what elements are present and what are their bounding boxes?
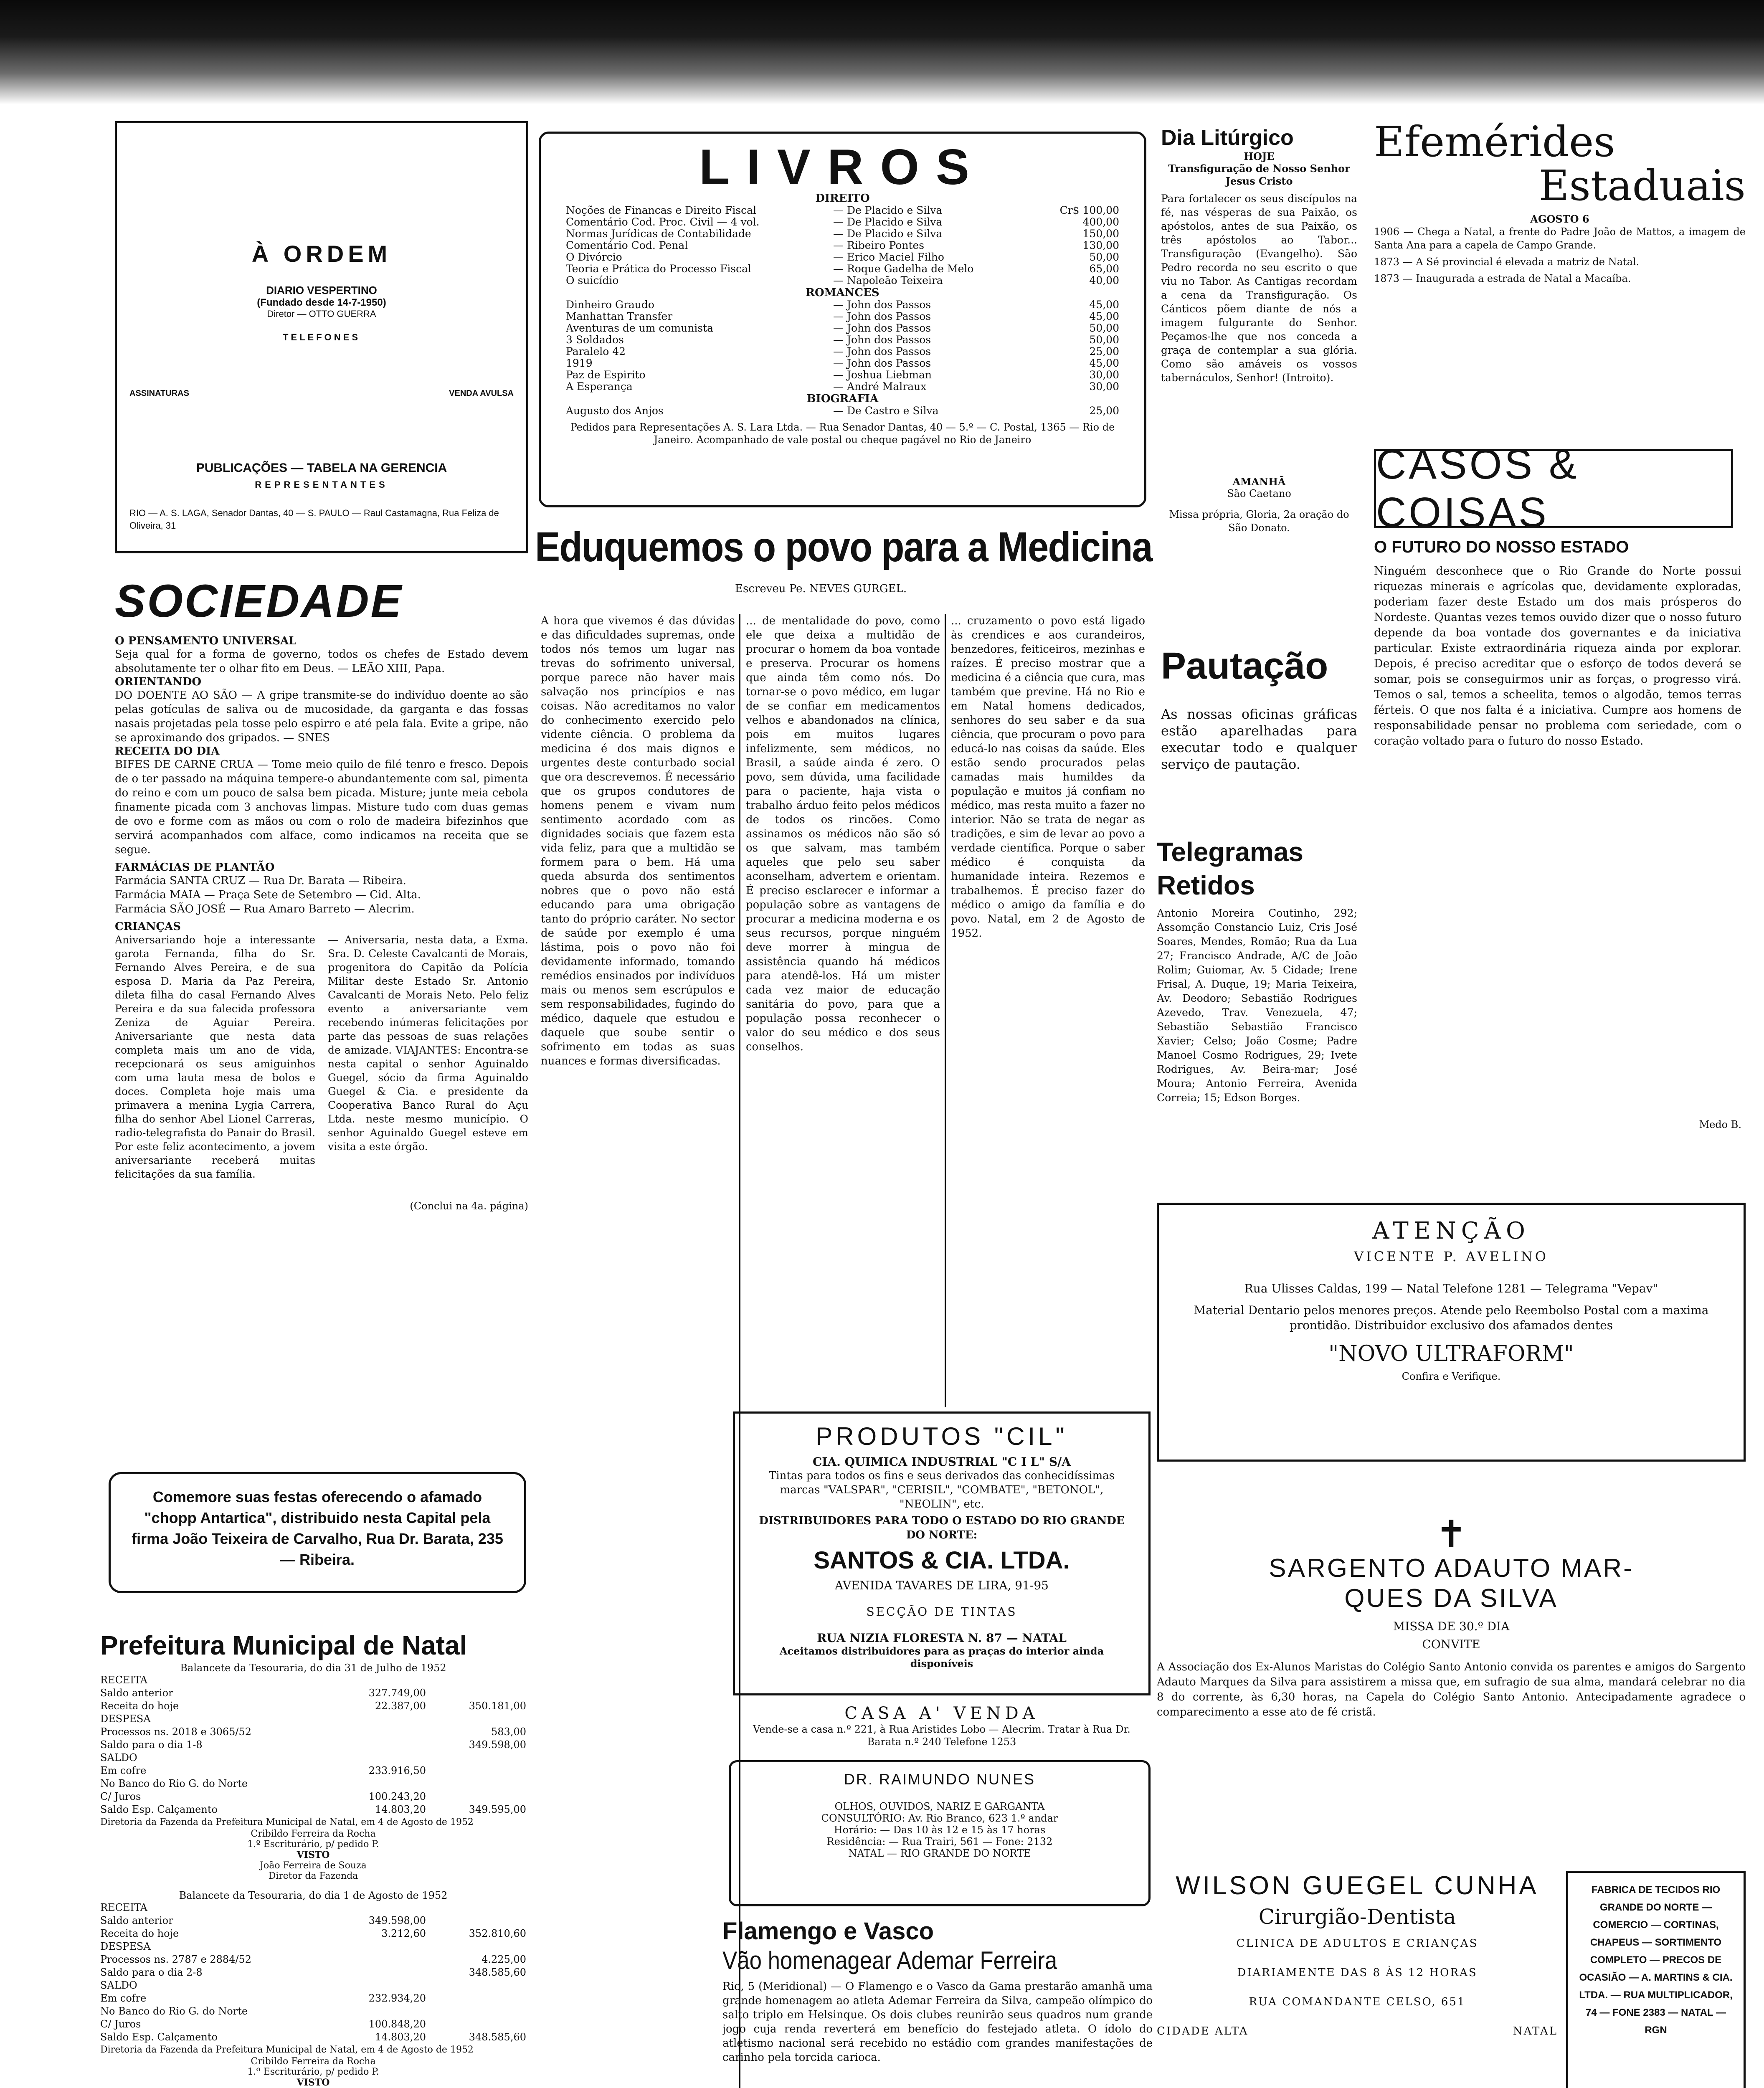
liturgico-amanha: São Caetano xyxy=(1227,488,1291,499)
balancete-value: 14.803,20 xyxy=(375,2031,426,2043)
masthead-venda: VENDA AVULSA xyxy=(449,389,514,398)
livro-price: 25,00 xyxy=(1089,345,1119,357)
cil-firm: SANTOS & CIA. LTDA. xyxy=(814,1547,1070,1574)
masthead-subtitle: DIARIO VESPERTINO xyxy=(266,284,377,296)
cil-rua: RUA NIZIA FLORESTA N. 87 — NATAL xyxy=(817,1631,1067,1645)
efemeride-item: 1873 — Inaugurada a estrada de Natal a Macaíba. xyxy=(1374,273,1631,284)
masthead-box xyxy=(115,121,528,553)
atencao-body: Material Dentario pelos menores preços. Atende pelo Reembolso Postal com a maxima prontidão. Distribuidor exclusivo dos afamados dentes xyxy=(1194,1303,1709,1332)
sociedade-title: SOCIEDADE xyxy=(115,575,403,627)
balancete-value: 100.243,20 xyxy=(368,1791,426,1802)
livro-title: Dinheiro Graudo xyxy=(566,299,654,311)
masthead-representantes: REPRESENTANTES xyxy=(255,479,388,490)
livro-row xyxy=(566,299,1119,311)
livro-author: — John dos Passos xyxy=(833,334,931,346)
sargento-body: A Associação dos Ex-Alunos Maristas do Colégio Santo Antonio convida os parentes e amigos do Sargento Adauto Marques da Silva para assistirem a missa que, em sufragio de sua alma, mandará celebrar no dia 8 do corrente, às 6,30 horas, na Capela do Colégio Santo Antonio. Antecipadamente agradece o comparecimento a esse ato de fé cristã. xyxy=(1157,1661,1746,1718)
livro-title: O suicídio xyxy=(566,275,619,286)
livro-row xyxy=(566,381,1119,393)
cil-secao: SECÇÃO DE TINTAS xyxy=(866,1605,1017,1619)
livro-author: — John dos Passos xyxy=(833,357,931,369)
telegramas-body: Antonio Moreira Coutinho, 292; Assomção Constancio Luiz, Cris José Soares, Mendes, Romão; Rua da Lua 27; Francisco Andrade, A/C de João Rolim; Guiomar, Av. 5 Cidade; Irene Frisal, A. Duque, 19; Maria Teixeira, Av. Deodoro; Sebastião Rodrigues Azevedo, Trav. Venezuela, 47; Sebastião Sebastião Francisco Xavier; Celso; João Cosme; Padre Manoel Cosmo Rodrigues, 29; Ivete Rodrigues, Av. Beira-mar; José Moura; Antonio Ferreira, Avenida Correia; 15; Edson Borges. xyxy=(1157,907,1357,1104)
balancete-row xyxy=(100,1674,526,1687)
criancas-label: CRIANÇAS xyxy=(115,920,181,933)
editorial-byline: Escreveu Pe. NEVES GURGEL. xyxy=(735,583,907,595)
column-divider-2 xyxy=(945,614,946,1407)
livro-price: 30,00 xyxy=(1089,380,1119,393)
cil-title: PRODUTOS "CIL" xyxy=(816,1422,1068,1450)
editorial-byline-wrap xyxy=(735,583,1111,595)
livro-row xyxy=(566,228,1119,240)
balancete-row xyxy=(100,1764,526,1777)
balancete-label: Saldo Esp. Calçamento xyxy=(100,1804,218,1815)
prefeitura-section xyxy=(100,1629,526,2088)
editorial-col-1: A hora que vivemos é das dúvidas e das dificuldades supremas, onde todos nós temos um lugar nas trevas do sofrimento universal, porque parece não haver mais salvação nos princípios e nas coisas. Não acreditamos no valor do conhecimento exercido pelo vidente ciência. O problema da medicina é dos mais dignos e urgentes deste conturbado social que ora descrevemos. É necessário que os grupos condutores de homens penem e vivam num sentimento acordado com as dignidades sociais que fazem esta vida feliz, para que a multidão se formem para o bem. Há uma queda absurda dos sentimentos nobres que o povo não está educando para uma obrigação tanto do próprio caráter. No sector de saúde por exemplo é uma lástima, pois o povo não foi devidamente informado, tomando remédios ensinados por indivíduos mais ou menos sem escrúpulos e sem responsabilidades, fugindo do médico, daquele que estudou e daquele que soube sentir o sofrimento em todas as suas nuances e formas diversificadas. xyxy=(541,615,735,1067)
masthead-founded: (Fundado desde 14-7-1950) xyxy=(257,297,386,308)
balancete-value xyxy=(334,2005,426,2018)
masthead-title: À ORDEM xyxy=(251,241,392,267)
atencao-box xyxy=(1157,1203,1746,1462)
livro-row xyxy=(566,346,1119,357)
liturgico-festa: Transfiguração de Nosso Senhor Jesus Cristo xyxy=(1168,162,1350,187)
farmacia-item: Farmácia SANTA CRUZ — Rua Dr. Barata — Ribeira. xyxy=(115,874,406,887)
balancete-row xyxy=(100,1914,526,1927)
efemerides-list xyxy=(1374,225,1746,285)
balancete-row xyxy=(100,1901,526,1914)
balancete-total: 348.585,60 xyxy=(469,2031,526,2043)
balancete-total xyxy=(426,1992,526,2005)
livro-row xyxy=(566,240,1119,251)
balancete-row xyxy=(100,1700,526,1713)
livro-price: 45,00 xyxy=(1089,310,1119,322)
livro-author: — Erico Maciel Filho xyxy=(833,251,944,263)
receita-text: BIFES DE CARNE CRUA — Tome meio quilo de filé tenro e fresco. Depois de o ter passado na máquina tempere-o abundantemente com sal, pimenta do reino e com um pouco de salsa bem picada. Misture; junte meia cebola finamente picada com 3 anchovas limpas. Misture tudo com duas gemas de ovo e forme com as mãos ou com o rolo de madeira bifezinhos que servirá acompanhados com alface, como indicamos na receita que se segue. xyxy=(115,758,528,856)
livro-row xyxy=(566,369,1119,381)
livro-author: — Napoleão Teixeira xyxy=(833,275,943,286)
casa-title: CASA A' VENDA xyxy=(844,1704,1039,1723)
balancete-label: No Banco do Rio G. do Norte xyxy=(100,2005,248,2017)
casos-coisas-box xyxy=(1374,441,1733,536)
livro-price: 65,00 xyxy=(1089,263,1119,275)
livro-author: — Roque Gadelha de Melo xyxy=(833,263,974,275)
balancete-total xyxy=(426,2018,526,2031)
wilson-name: WILSON GUEGEL CUNHA xyxy=(1176,1871,1539,1900)
balancete-label: SALDO xyxy=(100,1752,137,1764)
balancete-label: Em cofre xyxy=(100,1992,147,2004)
balancete-value: 14.803,20 xyxy=(375,1804,426,1815)
masthead-representantes-text: RIO — A. S. LAGA, Senador Dantas, 40 — S. PAULO — Raul Castamagna, Rua Feliza de Oliveira, 31 xyxy=(129,508,499,531)
balancete-label: SALDO xyxy=(100,1979,137,1991)
casos-body: Ninguém desconhece que o Rio Grande do Norte possui riquezas minerais e agrícolas que, devidamente exploradas, poderiam fazer deste Estado um dos mais prósperos do Nordeste. Quantas vezes temos ouvido dizer que o nosso futuro depende da boa vontade dos governantes e da iniciativa particular. Existe extraordinária riqueza ainda por explorar. Depois, é preciso acreditar que o esforço de todos deverá se somar, pois se conseguirmos unir as forças, o progresso virá. Temos o sal, temos a scheelita, temos o algodão, temos terras férteis. O que nos falta é a iniciativa. Cumpre aos homens de responsabilidade pensar no problema com seriedade, com o coração voltado para o futuro do nosso Estado. xyxy=(1374,565,1741,748)
flamengo-body: Rio, 5 (Meridional) — O Flamengo e o Vasco da Gama prestarão amanhã uma grande homenagem ao atleta Ademar Ferreira da Silva, campeão olímpico do salto triplo em Helsinque. Os dois clubes reunirão seus quadros num grande jogo cuja renda reverterá em benefício do festejado atleta. O ídolo do atletismo nacional será recebido no estádio com grandes manifestações de carinho pela torcida carioca. xyxy=(722,1980,1153,2064)
raimundo-city: NATAL — RIO GRANDE DO NORTE xyxy=(848,1847,1031,1859)
livro-row xyxy=(566,216,1119,228)
livro-price: 45,00 xyxy=(1089,357,1119,369)
liturgico-amanha-label: AMANHÃ xyxy=(1232,476,1286,488)
livro-price: 25,00 xyxy=(1089,405,1119,417)
balancete-total: 348.585,60 xyxy=(469,1966,526,1978)
wilson-city-left: CIDADE ALTA xyxy=(1157,2025,1249,2037)
cil-footer: Aceitamos distribuidores para as praças do interior ainda disponíveis xyxy=(779,1645,1104,1670)
balancete-label: Receita do hoje xyxy=(100,1928,179,1939)
raimundo-consultorio: CONSULTÓRIO: Av. Rio Branco, 623 1.º andar xyxy=(821,1812,1058,1824)
pensamento-label: O PENSAMENTO UNIVERSAL xyxy=(115,635,297,647)
livro-title: Paralelo 42 xyxy=(566,346,626,357)
balancete-value xyxy=(334,1966,426,1979)
balancete-label: Saldo anterior xyxy=(100,1687,173,1699)
balancete-row xyxy=(100,2018,526,2031)
balancete-total xyxy=(426,1790,526,1803)
balancete-total: 349.598,00 xyxy=(469,1739,526,1751)
balancete-label: Saldo para o dia 1-8 xyxy=(100,1739,203,1751)
balancete-label: C/ Juros xyxy=(100,2018,141,2030)
pautacao-body: As nossas oficinas gráficas estão aparelhadas para executar todo e qualquer serviço de pautação. xyxy=(1161,706,1357,772)
prefeitura-sig1-role: 1.º Escriturário, p/ pedido P. xyxy=(247,1839,379,1850)
balancete-row xyxy=(100,1953,526,1966)
sociedade-conclui: (Conclui na 4a. página) xyxy=(410,1200,528,1212)
balancete-total xyxy=(426,1713,526,1726)
atencao-name: VICENTE P. AVELINO xyxy=(1354,1249,1549,1264)
livros-section-heading: DIREITO xyxy=(815,192,870,205)
balancete-total xyxy=(426,1687,526,1700)
livro-row xyxy=(566,357,1119,369)
livro-title: Normas Jurídicas de Contabilidade xyxy=(566,228,751,240)
livro-row xyxy=(566,275,1119,286)
editorial-col-3: ... cruzamento o povo está ligado às crendices e aos curandeiros, benzedores, feiticeiros, mezinhas e raízes. É preciso mostrar que a medicina é a ciência que cura, mas também que previne. Há no Rio e em Natal homens dedicados, senhores do seu saber e da sua ciência, que procuram o povo para educá-lo nas coisas da saúde. Eles estão sendo procurados pelas camadas mais humildes da população e muitos já confiam no médico, mas resta muito a fazer no interior. Não se trata de negar as tradições, e sim de levar ao povo a verdade científica. Porque o saber médico é conquista da humanidade inteira. Rezemos e trabalhemos. É preciso fazer do médico o amigo da família e do povo. Natal, em 2 de Agosto de 1952. xyxy=(951,615,1145,940)
chopp-text: Comemore suas festas oferecendo o afamado "chopp Antartica", distribuido nesta Capital pela firma João Teixeira de Carvalho, Rua Dr. Barata, 235 — Ribeira. xyxy=(132,1488,503,1568)
casa-body: Vende-se a casa n.º 221, à Rua Aristides Lobo — Alecrim. Tratar à Rua Dr. Barata n.º 240 Telefone 1253 xyxy=(753,1723,1130,1748)
livro-row xyxy=(566,251,1119,263)
wilson-title: Cirurgião-Dentista xyxy=(1258,1905,1456,1929)
casa-venda xyxy=(735,1704,1148,1750)
livro-title: Comentário Cod. Penal xyxy=(566,240,688,251)
sargento-missa: MISSA DE 30.º DIA xyxy=(1393,1619,1510,1633)
cil-body: Tintas para todos os fins e seus derivados das conhecidíssimas marcas "VALSPAR", "CERISIL", "COMBATE", "BETONOL", "NEOLIN", etc. xyxy=(768,1470,1115,1510)
livro-title: Aventuras de um comunista xyxy=(566,322,714,334)
cil-dist: DISTRIBUIDORES PARA TODO O ESTADO DO RIO GRANDE DO NORTE: xyxy=(759,1515,1125,1541)
balancete-total: 349.595,00 xyxy=(469,1804,526,1815)
wilson-line2: DIARIAMENTE DAS 8 ÀS 12 HORAS xyxy=(1237,1966,1478,1979)
livro-title: Comentário Cod. Proc. Civil — 4 vol. xyxy=(566,216,760,228)
livro-author: — John dos Passos xyxy=(833,299,931,311)
livro-row xyxy=(566,205,1119,216)
cross-icon: ✝ xyxy=(1435,1513,1467,1556)
prefeitura-diretoria2: Diretoria da Fazenda da Prefeitura Municipal de Natal, em 4 de Agosto de 1952 xyxy=(100,2045,474,2055)
balancete1: Balancete da Tesouraria, do dia 31 de Julho de 1952 xyxy=(180,1662,446,1674)
livro-author: — De Placido e Silva xyxy=(833,216,943,228)
cil-address: AVENIDA TAVARES DE LIRA, 91-95 xyxy=(835,1579,1049,1592)
pautacao xyxy=(1161,643,1357,869)
efemeride-item: 1873 — A Sé provincial é elevada a matriz de Natal. xyxy=(1374,256,1640,268)
side-ad xyxy=(1566,1871,1746,2088)
raimundo-horario: Horário: — Das 10 às 12 e 15 às 17 horas xyxy=(834,1824,1046,1836)
pautacao-title: Pautação xyxy=(1161,645,1328,687)
balancete-row xyxy=(100,1940,526,1953)
sargento-convite: CONVITE xyxy=(1422,1637,1480,1651)
farmacias-list xyxy=(115,874,528,916)
receita-label: RECEITA DO DIA xyxy=(115,745,220,758)
balancete-total xyxy=(426,1764,526,1777)
balancete-row xyxy=(100,1777,526,1790)
balancete-label: RECEITA xyxy=(100,1674,147,1686)
balancete-label: RECEITA xyxy=(100,1902,147,1913)
livros-heading: LIVROS xyxy=(699,139,986,195)
sociedade-col-right: — Aniversaria, nesta data, a Exma. Sra. D. Celeste Cavalcanti de Morais, progenitora do Capitão da Polícia Militar deste Estado Sr. Antonio Cavalcanti de Morais Neto. Pelo feliz evento a aniversariante vem recebendo inúmeras felicitações por parte das pessoas de suas relações de amizade. VIAJANTES: Encontra-se nesta capital o senhor Aguinaldo Guegel, sócio da firma Aguinaldo Guegel & Cia. e presidente da Cooperativa Banco Rural do Açu Ltda. neste mesmo município. O senhor Aguinaldo Guegel esteve em visita a este órgão. xyxy=(328,934,528,1153)
balancete-total xyxy=(426,2005,526,2018)
efemerides-mes: AGOSTO 6 xyxy=(1530,213,1589,225)
sargento-notice xyxy=(1157,1513,1746,1850)
balancete-label: DESPESA xyxy=(100,1713,151,1725)
balancete-row xyxy=(100,1979,526,1992)
balancete-total xyxy=(426,1914,526,1927)
livro-title: Noções de Financas e Direito Fiscal xyxy=(566,205,757,216)
livro-author: — Ribeiro Pontes xyxy=(833,240,925,251)
wilson-address: RUA COMANDANTE CELSO, 651 xyxy=(1249,1996,1466,2008)
masthead-telefones: TELEFONES xyxy=(282,332,360,342)
farmacia-item: Farmácia SÃO JOSÉ — Rua Amaro Barreto — Alecrim. xyxy=(115,903,415,915)
livro-author: — John dos Passos xyxy=(833,311,931,322)
balancete-row xyxy=(100,1726,526,1738)
masthead-assinaturas: ASSINATURAS xyxy=(129,389,189,398)
balancete-row xyxy=(100,2005,526,2018)
livro-title: Teoria e Prática do Processo Fiscal xyxy=(566,263,752,275)
livros-footer: Pedidos para Representações A. S. Lara Ltda. — Rua Senador Dantas, 40 — 5.º — C. Postal, 1365 — Rio de Janeiro. Acompanhado de vale postal ou cheque pagável no Rio de Janeiro xyxy=(570,421,1115,446)
balancete-value xyxy=(334,1738,426,1751)
balancete-total xyxy=(426,1901,526,1914)
balancete2: Balancete da Tesouraria, do dia 1 de Agosto de 1952 xyxy=(179,1890,448,1901)
balancete-label: Processos ns. 2018 e 3065/52 xyxy=(100,1726,252,1738)
balancete-label: C/ Juros xyxy=(100,1791,141,1802)
livros-section-heading: BIOGRAFIA xyxy=(806,393,879,405)
atencao-title: ATENÇÃO xyxy=(1372,1217,1530,1244)
balancete-row xyxy=(100,1738,526,1751)
casos-sign: Medo B. xyxy=(1699,1119,1741,1130)
efemeride-item: 1906 — Chega a Natal, a frente do Padre João de Mattos, a imagem de Santa Ana para a capela de Campo Grande. xyxy=(1374,226,1746,251)
balancete-total: 352.810,60 xyxy=(469,1928,526,1939)
livro-row xyxy=(566,311,1119,322)
balancete-value: 349.598,00 xyxy=(368,1915,426,1926)
livro-row xyxy=(566,263,1119,275)
prefeitura-table-2 xyxy=(100,1901,526,2044)
prefeitura-table-1 xyxy=(100,1674,526,1816)
editorial-headline: Eduquemos o povo para a Medicina xyxy=(535,524,1152,570)
balancete-label: Processos ns. 2787 e 2884/52 xyxy=(100,1954,252,1965)
balancete-row xyxy=(100,2031,526,2044)
balancete-value xyxy=(334,1726,426,1738)
livro-price: 50,00 xyxy=(1089,322,1119,334)
liturgico-title: Dia Litúrgico xyxy=(1161,126,1294,150)
livro-title: Augusto dos Anjos xyxy=(566,405,664,417)
wilson-line1: CLINICA DE ADULTOS E CRIANÇAS xyxy=(1236,1937,1478,1950)
livros-box xyxy=(539,132,1146,507)
balancete-value: 327.749,00 xyxy=(368,1687,426,1699)
masthead-director: Diretor — OTTO GUERRA xyxy=(267,309,376,319)
livro-author: — John dos Passos xyxy=(833,322,931,334)
prefeitura-diretoria1: Diretoria da Fazenda da Prefeitura Municipal de Natal, em 4 de Agosto de 1952 xyxy=(100,1817,474,1827)
balancete-label: Em cofre xyxy=(100,1765,147,1776)
efemerides-title2: Estaduais xyxy=(1538,161,1746,210)
livro-title: 3 Soldados xyxy=(566,334,624,346)
casos-subtitle: O FUTURO DO NOSSO ESTADO xyxy=(1374,538,1629,556)
casos-coisas-title: CASOS & COISAS xyxy=(1376,441,1579,536)
editorial-columns xyxy=(541,614,1151,1403)
flamengo-article xyxy=(722,1917,1153,2088)
efemerides-title1: Efemérides xyxy=(1374,117,1615,166)
balancete-value: 22.387,00 xyxy=(375,1700,426,1712)
produtos-cil-box xyxy=(733,1411,1151,1695)
prefeitura-title: Prefeitura Municipal de Natal xyxy=(100,1630,467,1660)
atencao-product: "NOVO ULTRAFORM" xyxy=(1328,1341,1574,1366)
balancete-label: Saldo anterior xyxy=(100,1915,173,1926)
balancete-label: Receita do hoje xyxy=(100,1700,179,1712)
balancete-row xyxy=(100,1790,526,1803)
livro-title: O Divórcio xyxy=(566,251,622,263)
balancete-row xyxy=(100,1687,526,1700)
balancete-value: 3.212,60 xyxy=(381,1928,426,1939)
livro-price: 50,00 xyxy=(1089,251,1119,263)
balancete-total xyxy=(426,1979,526,1992)
livro-title: 1919 xyxy=(566,357,593,369)
livro-title: Manhattan Transfer xyxy=(566,311,673,322)
scan-top-band xyxy=(0,0,1764,104)
casos-coisas-article xyxy=(1374,537,1741,1155)
livro-price: 40,00 xyxy=(1089,274,1119,286)
livro-price: Cr$ 100,00 xyxy=(1059,204,1119,216)
livro-price: 400,00 xyxy=(1082,216,1119,228)
livro-author: — De Placido e Silva xyxy=(833,205,943,216)
balancete-row xyxy=(100,1713,526,1726)
livro-price: 50,00 xyxy=(1089,334,1119,346)
wilson-city-right: NATAL xyxy=(1513,2025,1558,2037)
efemerides xyxy=(1374,117,1746,447)
atencao-address: Rua Ulisses Caldas, 199 — Natal Telefone 1281 — Telegrama "Vepav" xyxy=(1244,1282,1658,1295)
balancete-row xyxy=(100,1803,526,1816)
balancete-value xyxy=(334,1979,426,1992)
pensamento-text: Seja qual for a forma de governo, todos os chefes de Estado devem absolutamente ter o olhar fito em Deus. — LEÃO XIII, Papa. xyxy=(115,648,528,675)
balancete-label: DESPESA xyxy=(100,1941,151,1952)
liturgico-missa: Missa própria, Gloria, 2a oração do São Donato. xyxy=(1169,509,1349,534)
balancete-total: 4.225,00 xyxy=(482,1954,526,1965)
liturgico-hoje: HOJE xyxy=(1244,150,1275,162)
side-ad-text: FABRICA DE TECIDOS RIO GRANDE DO NORTE — COMERCIO — CORTINAS, CHAPEUS — SORTIMENTO COMPLETO — PRECOS DE OCASIÃO — A. MARTINS & CIA. LTDA. — RUA MULTIPLICADOR, 74 — FONE 2383 — NATAL — RGN xyxy=(1579,1884,1733,2036)
prefeitura-sig2: João Ferreira de Souza xyxy=(260,1860,367,1871)
livro-author: — André Malraux xyxy=(833,381,927,393)
prefeitura-sig3-role: 1.º Escriturário, p/ pedido P. xyxy=(247,2067,379,2077)
balancete-total xyxy=(426,1777,526,1790)
farmacia-item: Farmácia MAIA — Praça Sete de Setembro — Cid. Alta. xyxy=(115,889,421,901)
masthead-publicacoes: PUBLICAÇÕES — TABELA NA GERENCIA xyxy=(196,461,447,475)
livro-title: A Esperança xyxy=(566,381,633,393)
sociedade-col-left: Aniversariando hoje a interessante garota Fernanda, filha do Sr. Fernando Alves Pereira, e de sua esposa D. Maria da Paz Pereira, dileta filha do casal Fernando Alves Pereira e da sua falecida professora Zeniza de Aguiar Pereira. Aniversariante que nesta data completa mais um ano de vida, recepcionará os seus amiguinhos com uma lauta mesa de bolos e doces. Completa hoje mais uma primavera a menina Lygia Carrera, filha do senhor Abel Lionel Carreras, radio-telegrafista do Panair do Brasil. Por este feliz acontecimento, a jovem aniversariante receberá muitas felicitações da sua família. xyxy=(115,934,315,1180)
farmacias-label: FARMÁCIAS DE PLANTÃO xyxy=(115,861,275,874)
cil-company: CIA. QUIMICA INDUSTRIAL "C I L" S/A xyxy=(813,1455,1071,1469)
doente-text: DO DOENTE AO SÃO — A gripe transmite-se do indivíduo doente ao são pelas gotículas de saliva ou de mucosidade, da garganta e das fossas nasais projetadas pela tosse pelo espirro e até pela fala. Evite a gripe, não se aproximando dos gripados. — SNES xyxy=(115,689,528,744)
livro-price: 30,00 xyxy=(1089,369,1119,381)
raimundo-residencia: Residência: — Rua Trairi, 561 — Fone: 2132 xyxy=(826,1836,1053,1847)
livros-section-heading: ROMANCES xyxy=(806,286,879,299)
livro-row xyxy=(566,334,1119,346)
balancete-total xyxy=(426,1940,526,1953)
livro-author: — De Placido e Silva xyxy=(833,228,943,240)
balancete-row xyxy=(100,1751,526,1764)
balancete-value xyxy=(334,1901,426,1914)
balancete-value xyxy=(334,1953,426,1966)
atencao-footer: Confira e Verifique. xyxy=(1402,1371,1501,1382)
balancete-value xyxy=(334,1751,426,1764)
balancete-value xyxy=(334,1777,426,1790)
raimundo-spec: OLHOS, OUVIDOS, NARIZ E GARGANTA xyxy=(834,1801,1045,1812)
prefeitura-sig1: Cribildo Ferreira da Rocha xyxy=(251,1829,376,1839)
flamengo-title1: Flamengo e Vasco xyxy=(722,1918,934,1945)
balancete-label: Saldo Esp. Calçamento xyxy=(100,2031,218,2043)
telegramas-title: Telegramas Retidos xyxy=(1157,837,1303,900)
sargento-title1: SARGENTO ADAUTO MAR- xyxy=(1269,1554,1634,1583)
prefeitura-visto1: VISTO xyxy=(297,1850,330,1860)
editorial-headline-wrap xyxy=(537,520,1151,574)
prefeitura-sig3: Cribildo Ferreira da Rocha xyxy=(251,2056,376,2067)
editorial-col-2: ... de mentalidade do povo, como ele que deixa a multidão de procurar o homem da boa vontade e preserva. Procurar os homens que ainda têm como nós. Do tornar-se o povo médico, em lugar de se confiar em medicamentos velhos e abandonados na clínica, pois em muitos lugares infelizmente, sem médicos, no Brasil, a saúde ainda é zero. O povo, sem dúvida, uma facilidade para o paciente, haja vista o trabalho árduo feito pelos médicos de todos os rincões. Como assinamos os médicos não são só os que salvam, mas também aqueles que pelo seu saber aconselham, advertem e orientam. É preciso esclarecer e informar a população sobre as vantagens de procurar a medicina moderna e os seus recursos, porque ninguém deve morrer à mingua de assistência quando há médicos para atendê-los. Há um mister cada vez maior de educação sanitária do povo, para que a população possa reconhecer o valor do seu médico e dos seus conselhos. xyxy=(746,615,940,1053)
balancete-value xyxy=(334,1674,426,1687)
balancete-value xyxy=(334,1713,426,1726)
livro-price: 130,00 xyxy=(1082,239,1119,251)
balancete-row xyxy=(100,1966,526,1979)
livro-row xyxy=(566,405,1119,417)
dia-liturgico xyxy=(1161,125,1357,606)
orientando-label: ORIENTANDO xyxy=(115,676,202,688)
balancete-row xyxy=(100,1927,526,1940)
liturgico-body: Para fortalecer os seus discípulos na fé, nas vésperas de sua Paixão, os apóstolos, antes de sua Paixão, os três apóstolos ao Tabor... Transfiguração (Evangelho). São Pedro recorda no seu escrito o que viu no Tabor. As Cantigas recordam a cena da Transfiguração. Os Cánticos põem diante de nós a imagem fulgurante do Senhor. Peçamos-lhe que nos conceda a graça de contemplar a sua glória. Como são amáveis os vossos tabernáculos, Senhor! (Introito). xyxy=(1161,193,1357,384)
sargento-title2: QUES DA SILVA xyxy=(1344,1584,1558,1613)
prefeitura-visto2: VISTO xyxy=(297,2077,330,2088)
livro-author: — John dos Passos xyxy=(833,346,931,357)
balancete-value: 232.934,20 xyxy=(368,1992,426,2004)
telegramas xyxy=(1157,835,1357,1169)
balancete-value xyxy=(334,1940,426,1953)
wilson-ad xyxy=(1157,1871,1558,2088)
raimundo-box xyxy=(729,1760,1151,1906)
balancete-total: 583,00 xyxy=(491,1726,526,1738)
livros-list xyxy=(566,192,1119,417)
raimundo-name: DR. RAIMUNDO NUNES xyxy=(844,1771,1035,1788)
flamengo-title2: Vão homenagear Ademar Ferreira xyxy=(722,1946,1057,1974)
balancete-label: No Banco do Rio G. do Norte xyxy=(100,1778,248,1789)
livro-price: 150,00 xyxy=(1082,228,1119,240)
prefeitura-sig2-role: Diretor da Fazenda xyxy=(268,1871,358,1881)
livro-title: Paz de Espirito xyxy=(566,369,646,381)
chopp-box xyxy=(109,1472,526,1593)
balancete-label: Saldo para o dia 2-8 xyxy=(100,1966,203,1978)
livro-author: — De Castro e Silva xyxy=(833,405,939,417)
balancete-total xyxy=(426,1751,526,1764)
livro-author: — Joshua Liebman xyxy=(833,369,932,381)
balancete-value: 100.848,20 xyxy=(368,2018,426,2030)
balancete-total xyxy=(426,1674,526,1687)
livro-row xyxy=(566,322,1119,334)
sociedade-section xyxy=(115,576,528,1445)
balancete-row xyxy=(100,1992,526,2005)
balancete-value: 233.916,50 xyxy=(368,1765,426,1776)
balancete-total: 350.181,00 xyxy=(469,1700,526,1712)
livro-price: 45,00 xyxy=(1089,299,1119,311)
